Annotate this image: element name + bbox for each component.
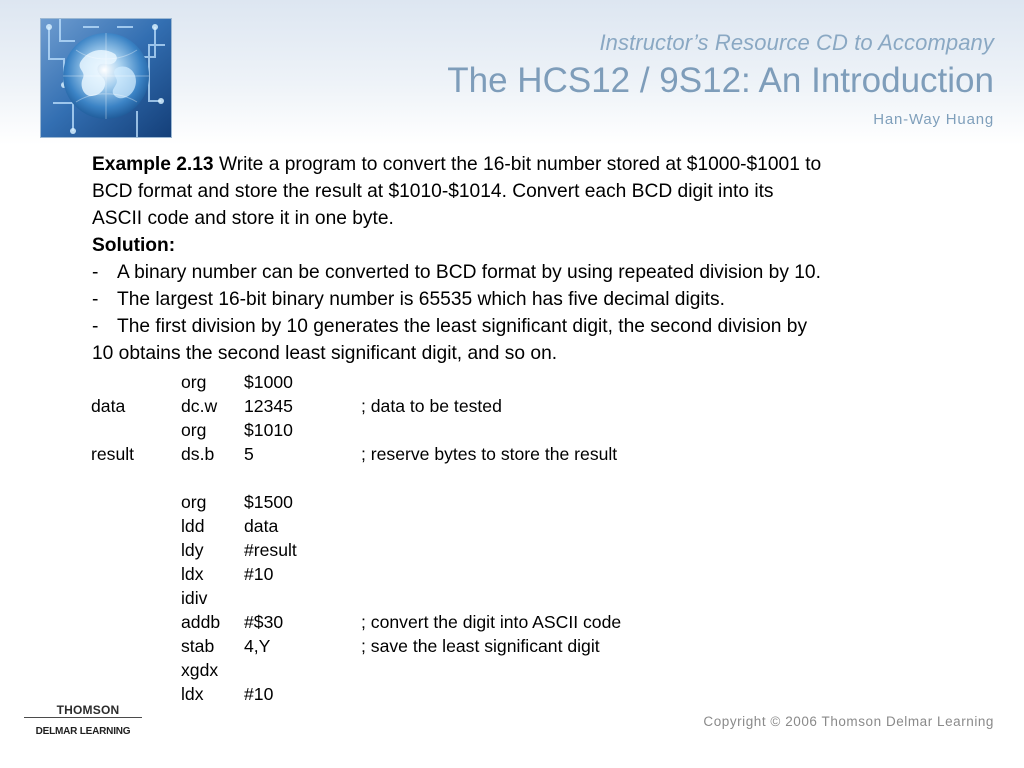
- footer-imprint: DELMAR LEARNING: [35, 727, 131, 735]
- code-row: [91, 442, 711, 466]
- code-operation: idiv: [181, 588, 208, 608]
- code-operation: ldy: [181, 540, 204, 560]
- code-operation: stab: [181, 636, 215, 656]
- bullet-marker: -: [92, 289, 99, 310]
- code-operand: $1010: [244, 420, 293, 440]
- code-operand: 12345: [244, 396, 293, 416]
- code-operation: ldd: [181, 516, 205, 536]
- code-operation: org: [181, 420, 207, 440]
- code-row-blank: [91, 466, 711, 490]
- code-operation: xgdx: [181, 660, 219, 680]
- bullet-marker: -: [92, 316, 99, 337]
- example-label: Example 2.13: [92, 154, 214, 175]
- code-operation: dc.w: [181, 396, 218, 416]
- code-row: [91, 682, 711, 706]
- code-operand: 4,Y: [244, 636, 271, 656]
- footer-logo-rule: [24, 717, 142, 718]
- example-text-1: Write a program to convert the 16-bit number stored at $1000-$1001 to: [213, 154, 822, 175]
- bullet-text-2: The largest 16-bit binary number is 65535 which has five decimal digits.: [117, 289, 725, 310]
- code-comment: ; save the least significant digit: [361, 636, 600, 656]
- code-row: [91, 418, 711, 442]
- code-row: [91, 586, 711, 610]
- code-operand: 5: [244, 444, 254, 464]
- code-operand: #10: [244, 564, 274, 584]
- course-subtitle: Instructor’s Resource CD to Accompany: [599, 30, 994, 55]
- code-row: [91, 370, 711, 394]
- code-row: [91, 658, 711, 682]
- code-row: [91, 538, 711, 562]
- code-operand: #10: [244, 684, 274, 704]
- bullet-line-1: [92, 259, 977, 286]
- code-comment: ; reserve bytes to store the result: [361, 444, 618, 464]
- code-label: data: [91, 396, 126, 416]
- code-row: [91, 634, 711, 658]
- code-row: [91, 610, 711, 634]
- code-operand: #result: [244, 540, 297, 560]
- footer-brand: THOMSON: [56, 703, 120, 717]
- code-operand: $1500: [244, 492, 293, 512]
- code-operation: org: [181, 372, 207, 392]
- code-operation: ldx: [181, 564, 204, 584]
- circuit-globe-logo-icon: [40, 18, 172, 138]
- example-content: [92, 151, 977, 367]
- code-row: [91, 562, 711, 586]
- code-label: result: [91, 444, 135, 464]
- author-name: Han-Way Huang: [873, 111, 994, 128]
- course-title: The HCS12 / 9S12: An Introduction: [447, 61, 994, 100]
- code-comment: ; convert the digit into ASCII code: [361, 612, 622, 632]
- example-line-1: [92, 151, 977, 178]
- code-row: [91, 490, 711, 514]
- bullet-line-3: [92, 313, 977, 340]
- bullet-marker: -: [92, 262, 99, 283]
- example-line-2: BCD format and store the result at $1010-$1014. Convert each BCD digit into its: [92, 181, 774, 202]
- thomson-delmar-learning-logo-icon: [24, 700, 142, 738]
- code-operand: #$30: [244, 612, 284, 632]
- code-operand: data: [244, 516, 279, 536]
- code-operand: $1000: [244, 372, 293, 392]
- bullet-text-3-line-1: The first division by 10 generates the least significant digit, the second division by: [117, 316, 808, 337]
- copyright-notice: Copyright © 2006 Thomson Delmar Learning: [703, 714, 994, 729]
- code-operation: ldx: [181, 684, 204, 704]
- assembly-code-block: [91, 370, 711, 706]
- example-line-3: ASCII code and store it in one byte.: [92, 208, 394, 229]
- bullet-line-3-continuation: 10 obtains the second least significant digit, and so on.: [92, 343, 558, 364]
- code-row: [91, 394, 711, 418]
- code-operation: org: [181, 492, 207, 512]
- bullet-text-1: A binary number can be converted to BCD format by using repeated division by 10.: [117, 262, 821, 283]
- code-row: [91, 514, 711, 538]
- code-operation: ds.b: [181, 444, 215, 464]
- code-operation: addb: [181, 612, 221, 632]
- bullet-line-2: [92, 286, 977, 313]
- code-comment: ; data to be tested: [361, 396, 502, 416]
- solution-heading: Solution:: [92, 235, 176, 256]
